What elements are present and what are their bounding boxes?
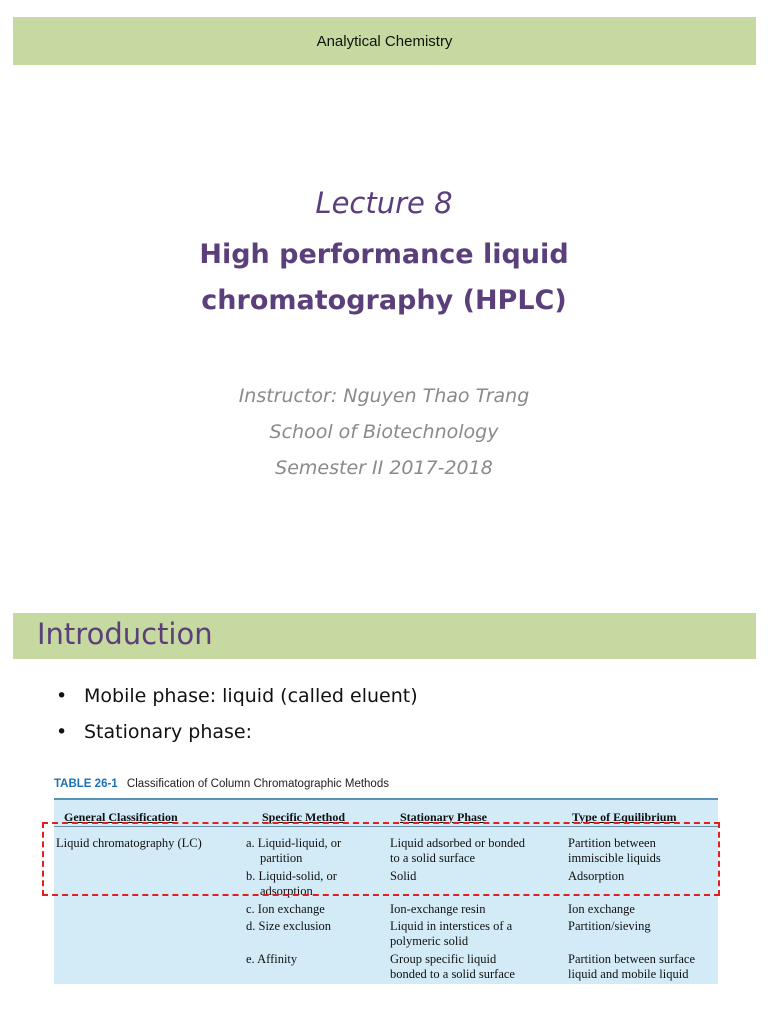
lecture-number: Lecture 8: [315, 186, 453, 220]
cell-line: Partition between: [568, 836, 656, 850]
section-header-bar: [13, 613, 756, 659]
cell-line: a. Liquid-liquid, or: [246, 836, 342, 850]
phase-cell: [390, 952, 515, 982]
title-line: High performance liquid: [199, 239, 569, 270]
bullet-item: • Mobile phase: liquid (called eluent): [56, 678, 418, 714]
cell-line: Group specific liquid: [390, 952, 497, 966]
phase-cell: [390, 919, 512, 949]
method-cell: e. Affinity: [246, 952, 298, 966]
method-cell: c. Ion exchange: [246, 902, 325, 916]
cell-line: Partition between surface: [568, 952, 696, 966]
cell-line: b. Liquid-solid, or: [246, 869, 337, 883]
bullet-item: • Stationary phase:: [56, 714, 418, 750]
method-cell: d. Size exclusion: [246, 919, 332, 933]
lecture-info: [0, 378, 768, 486]
course-name: Analytical Chemistry: [316, 32, 453, 50]
table-label: TABLE 26-1: [54, 778, 118, 790]
cell-line: partition: [260, 851, 303, 865]
cell-line: adsorption: [260, 884, 313, 898]
section-heading: Introduction: [37, 617, 213, 651]
column-header: General Classification: [64, 810, 178, 824]
cell-line: polymeric solid: [390, 934, 469, 948]
column-header: Type of Equilibrium: [572, 810, 677, 824]
cell-line: to a solid surface: [390, 851, 476, 865]
cell-line: liquid and mobile liquid: [568, 967, 689, 981]
phase-cell: Solid: [390, 869, 417, 883]
table-caption: [54, 778, 389, 790]
column-header: Stationary Phase: [400, 810, 487, 824]
equilibrium-cell: Partition/sieving: [568, 919, 651, 933]
semester: Semester II 2017-2018: [275, 457, 493, 479]
title-line: chromatography (HPLC): [201, 285, 567, 316]
column-header: Specific Method: [262, 810, 345, 824]
bullet-list: [56, 678, 418, 750]
instructor-name: Instructor: Nguyen Thao Trang: [238, 385, 530, 407]
school-name: School of Biotechnology: [269, 421, 499, 443]
cell-line: immiscible liquids: [568, 851, 661, 865]
cell-line: bonded to a solid surface: [390, 967, 515, 981]
cell-line: Liquid in interstices of a: [390, 919, 513, 933]
introduction-slide: [0, 590, 768, 1024]
equilibrium-cell: Ion exchange: [568, 902, 635, 916]
equilibrium-cell: [568, 952, 695, 982]
course-header-bar: [13, 17, 756, 65]
table-caption-text: Classification of Column Chromatographic Methods: [126, 778, 389, 790]
cell-line: Liquid adsorbed or bonded: [390, 836, 526, 850]
phase-cell: Ion-exchange resin: [390, 902, 486, 916]
classification-cell: Liquid chromatography (LC): [56, 836, 202, 850]
equilibrium-cell: Adsorption: [568, 869, 625, 883]
highlight-dashed-box: [42, 822, 720, 896]
lecture-title: [0, 232, 768, 324]
